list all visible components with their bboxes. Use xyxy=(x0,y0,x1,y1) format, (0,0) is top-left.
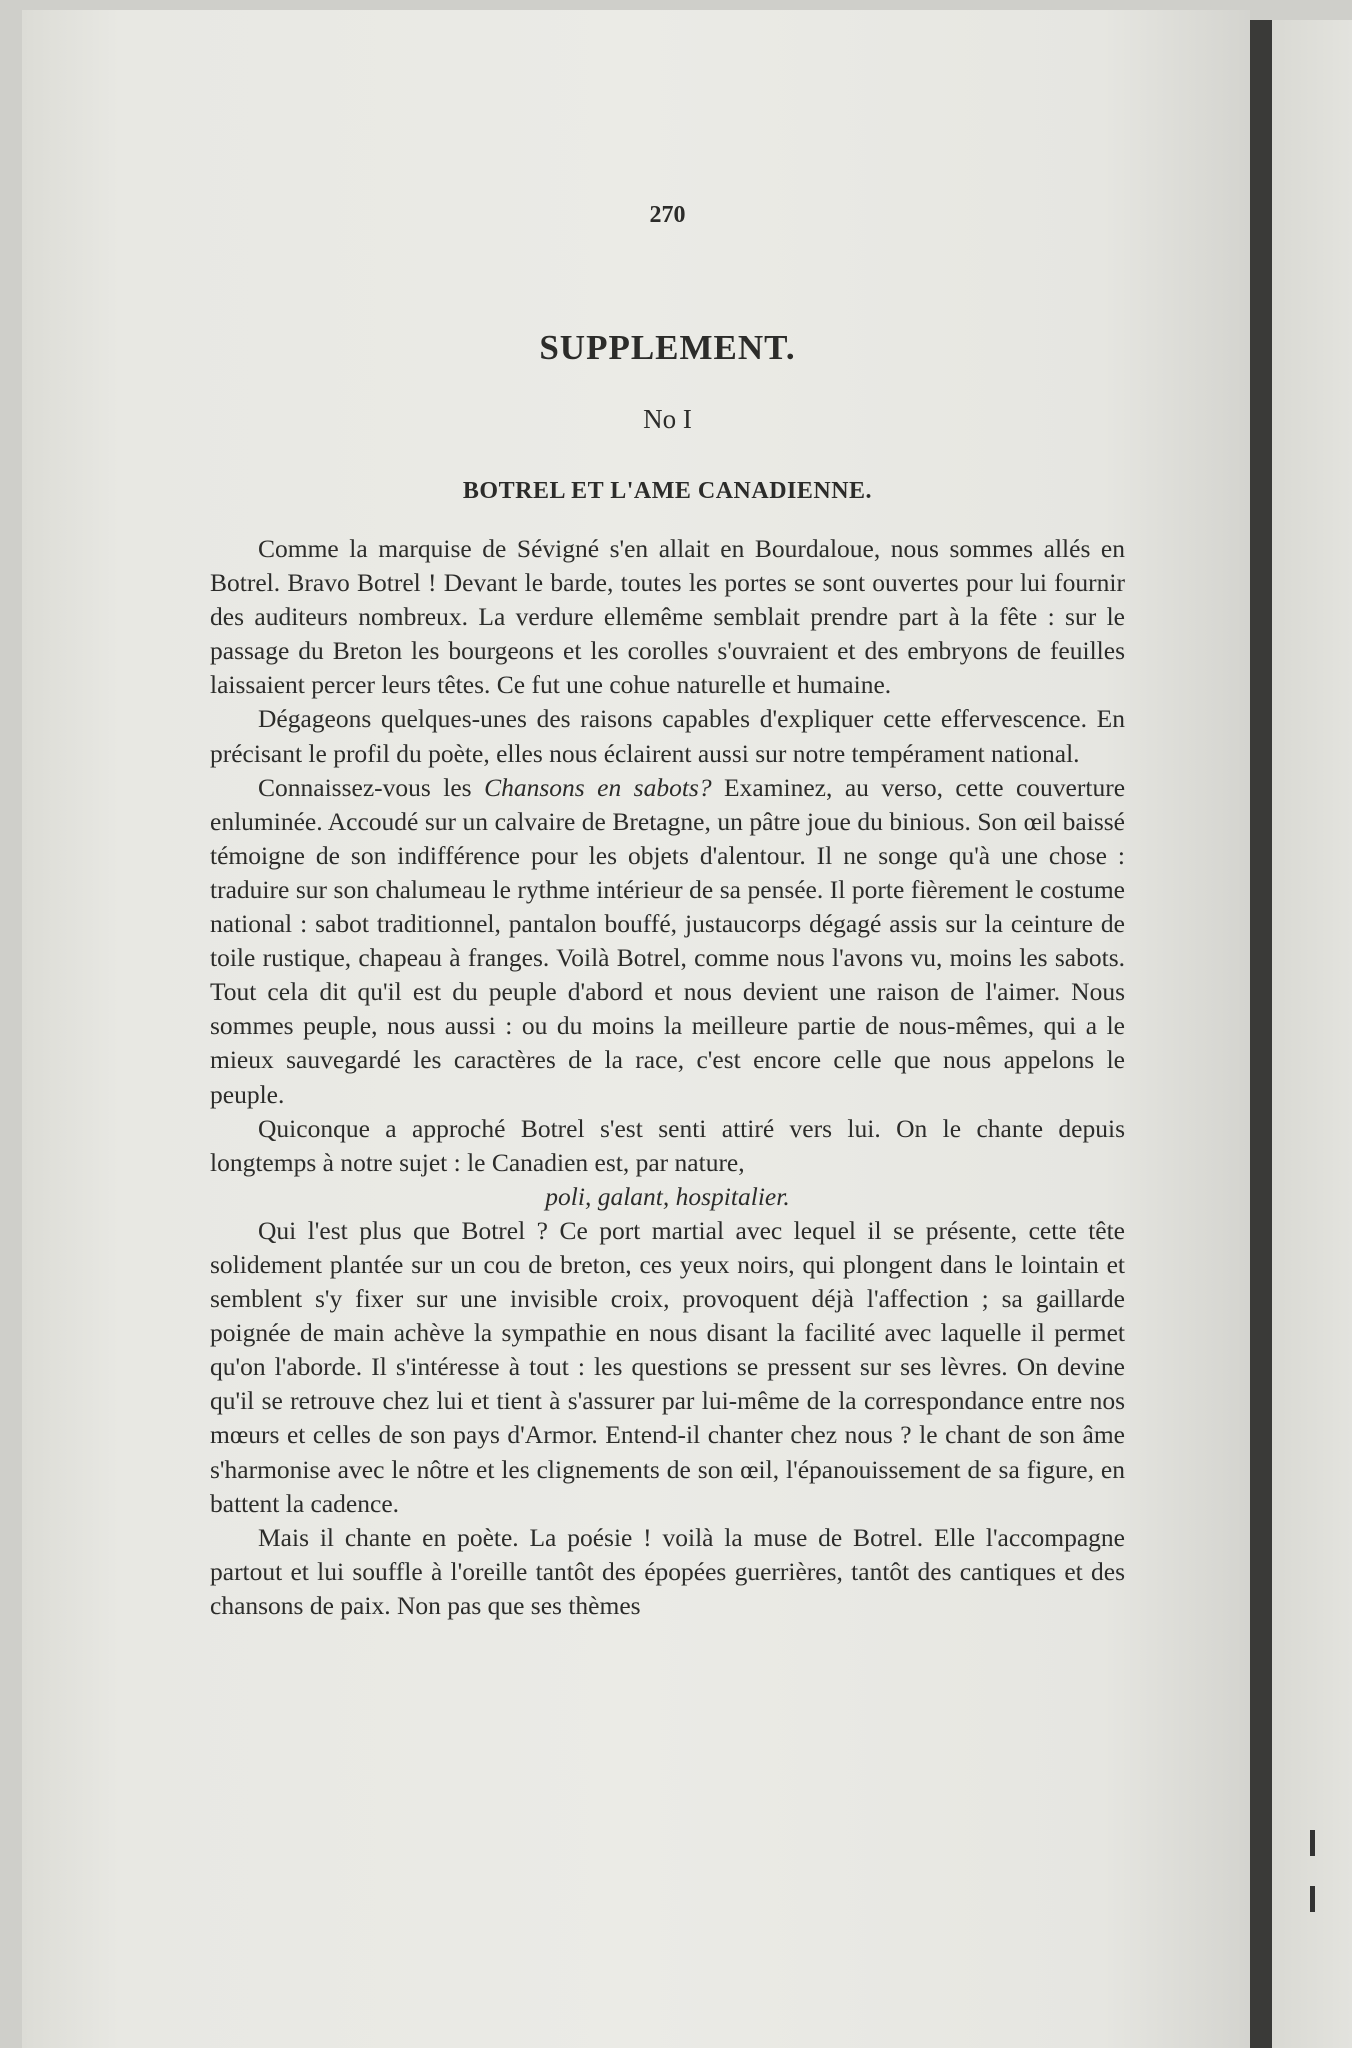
section-heading: BOTREL ET L'AME CANADIENNE. xyxy=(462,478,873,504)
paragraph-6: Mais il chante en poète. La poésie ! voilà la muse de Botrel. Elle l'accompagne partout et lui souffle à l'oreille tantôt des épopées guerrières, tantôt des cantiques et des chansons de paix. Non pas que ses thèmes xyxy=(210,1522,1125,1620)
book-title-chansons: Chansons en sabots? xyxy=(484,772,712,802)
paragraph-5: Qui l'est plus que Botrel ? Ce port martial avec lequel il se présente, cette tête solidement plantée sur un cou de breton, ces yeux noirs, qui plongent dans le lointain et semblent s'y fixer sur une invisible croix, provoquent déjà l'affection ; sa gaillarde poignée de main achève la sympathie en nous disant la facilité avec laquelle il permet qu'on l'aborde. Il s'intéresse à tout : les questions se pressent sur ses lèvres. On devine qu'il se retrouve chez lui et tient à s'assurer par lui-même de la correspondance entre nos mœurs et celles de son pays d'Armor. Entend-il chanter chez nous ? le chant de son âme s'harmonise avec le nôtre et les clignements de son œil, l'épanouissement de sa figure, en battent la cadence. xyxy=(210,1215,1125,1518)
section-number: No I xyxy=(643,404,692,434)
book-gutter xyxy=(1250,20,1272,2048)
supplement-title: SUPPLEMENT. xyxy=(539,328,796,367)
next-page-edge xyxy=(1272,20,1352,2048)
paragraph-4: Quiconque a approché Botrel s'est senti attiré vers lui. On le chante depuis longtemps à notre sujet : le Canadien est, par nature, xyxy=(210,1113,1125,1177)
paragraph-3-rest: Examinez, au verso, cette couverture enluminée. Accoudé sur un calvaire de Bretagne, un pâtre joue du binious. Son œil baissé témoigne de son indifférence pour les objets d'alentour. Il ne songe qu'à une chose : traduire sur son chalumeau le rythme intérieur de sa pensée. Il porte fièrement le costume national : sabot traditionnel, pantalon bouffé, justaucorps dégagé assis sur la ceinture de toile rustique, chapeau à franges. Voilà Botrel, comme nous l'avons vu, moins les sabots. Tout cela dit qu'il est du peuple d'abord et nous devient une raison de l'aimer. Nous sommes peuple, nous aussi : ou du moins la meilleure partie de nous-mêmes, qui a le mieux sauvegardé les caractères de la race, c'est encore celle que nous appelons le peuple. xyxy=(210,772,1126,1109)
quoted-line: poli, galant, hospitalier. xyxy=(545,1181,790,1211)
page-number: 270 xyxy=(649,202,686,228)
body-text xyxy=(210,532,1125,1623)
paragraph-3 xyxy=(210,771,1125,1112)
paragraph-2: Dégageons quelques-unes des raisons capables d'expliquer cette effervescence. En précisant le profil du poète, elles nous éclairent aussi sur notre tempérament national. xyxy=(210,704,1125,768)
paragraph-3-start: Connaissez-vous les xyxy=(258,772,472,802)
paragraph-1: Comme la marquise de Sévigné s'en allait en Bourdaloue, nous sommes allés en Botrel. Bravo Botrel ! Devant le barde, toutes les portes se sont ouvertes pour lui fournir des auditeurs nombreux. La verdure ellemême semblait prendre part à la fête : sur le passage du Breton les bourgeons et les corolles s'ouvraient et des embryons de feuilles laissaient percer leurs têtes. Ce fut une cohue naturelle et humaine. xyxy=(210,534,1125,700)
next-page-marks xyxy=(1310,1830,1318,1940)
